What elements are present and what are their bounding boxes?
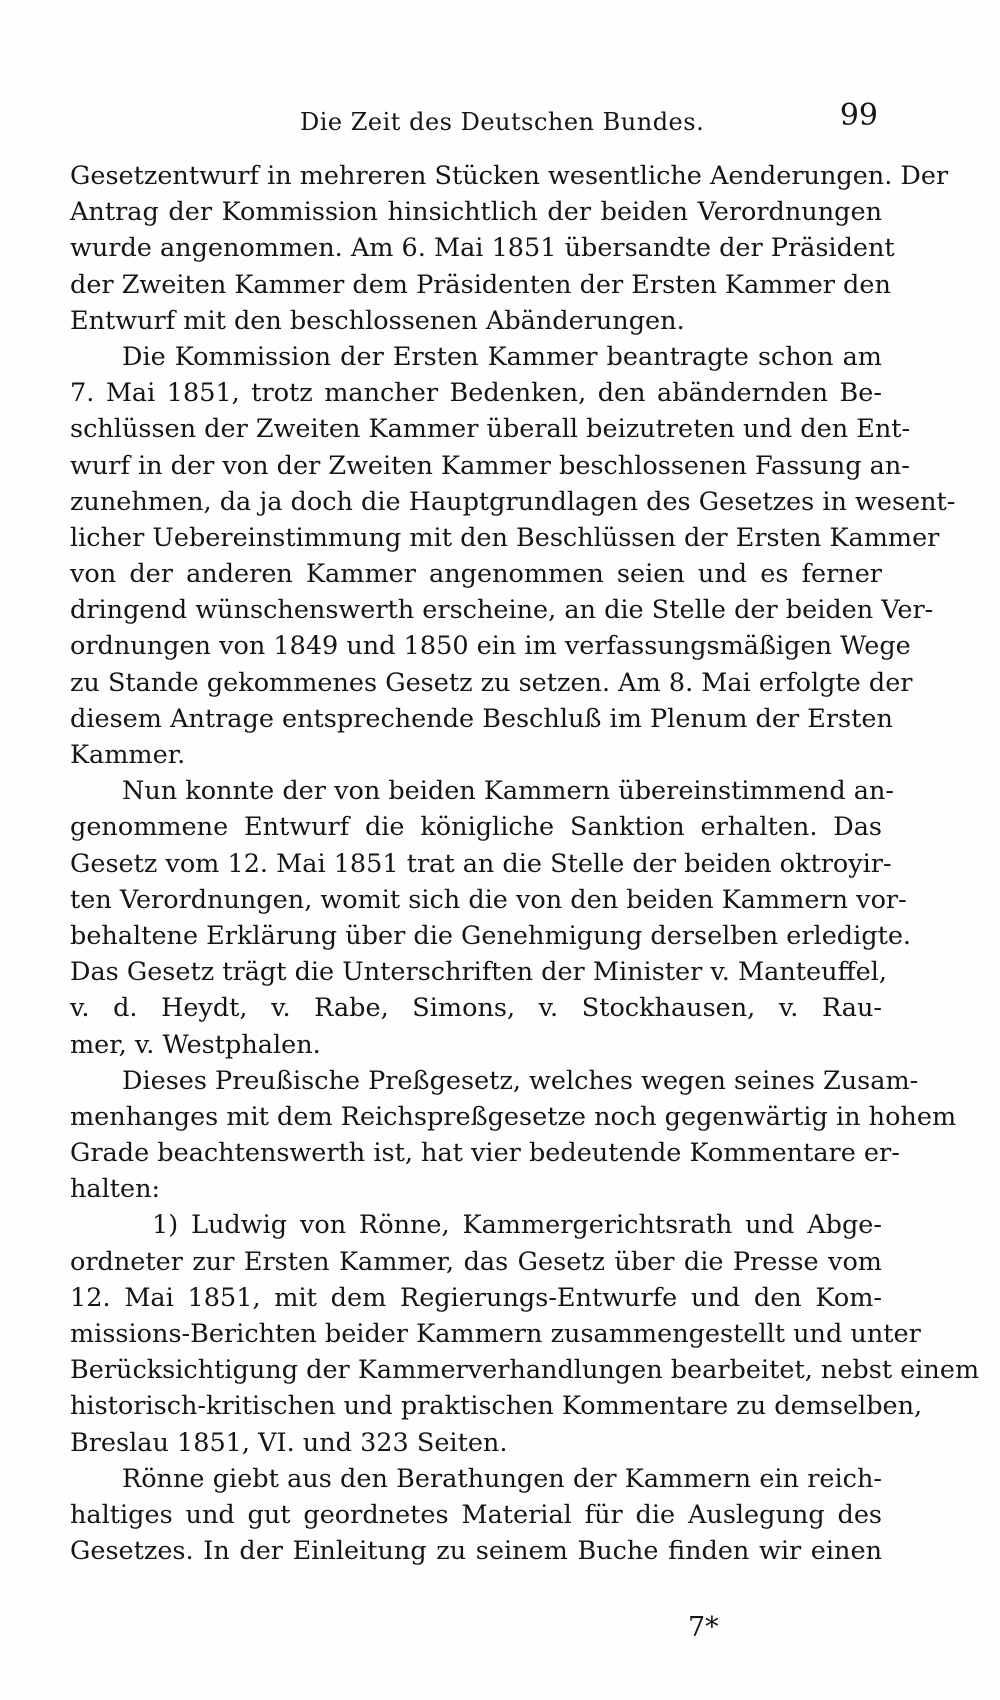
text-line: zu Stande gekommenes Gesetz zu setzen. Am 8. Mai erfolgte der <box>70 667 913 698</box>
text-line: genommene Entwurf die königliche Sanktion erhalten. Das <box>70 812 882 843</box>
text-line: Kammer. <box>70 740 186 770</box>
text-line: Gesetzentwurf in mehreren Stücken wesentliche Aenderungen. Der <box>70 161 949 191</box>
text-line: 12. Mai 1851, mit dem Regierungs-Entwurfe und den Kom- <box>70 1282 882 1313</box>
text-line: von der anderen Kammer angenommen seien und es ferner <box>70 559 882 590</box>
text-line: historisch-kritischen und praktischen Kommentare zu demselben, <box>70 1391 923 1422</box>
text-line: behaltene Erklärung über die Genehmigung derselben erledigte. <box>70 920 912 951</box>
text-line: Antrag der Kommission hinsichtlich der beiden Verordnungen <box>70 197 882 228</box>
text-line: halten: <box>70 1174 161 1205</box>
text-line: mer, v. Westphalen. <box>70 1029 321 1060</box>
page-number: 99 <box>839 98 878 133</box>
text-line: ten Verordnungen, womit sich die von den beiden Kammern vor- <box>70 884 907 915</box>
text-line: Gesetz vom 12. Mai 1851 trat an die Stelle der beiden oktroyir- <box>70 848 892 879</box>
text-line: wurde angenommen. Am 6. Mai 1851 übersandte der Präsident <box>70 233 895 264</box>
body-text <box>70 158 980 1569</box>
text-line: Die Kommission der Ersten Kammer beantragte schon am <box>122 341 882 372</box>
text-line: Dieses Preußische Preßgesetz, welches wegen seines Zusam- <box>122 1065 919 1096</box>
text-line: haltiges und gut geordnetes Material für die Auslegung des <box>70 1499 882 1530</box>
text-line: menhanges mit dem Reichspreßgesetze noch gegenwärtig in hohem <box>70 1101 957 1132</box>
text-line: Entwurf mit den beschlossenen Abänderungen. <box>70 305 685 336</box>
text-line: Berücksichtigung der Kammerverhandlungen bearbeitet, nebst einem <box>70 1355 980 1386</box>
text-line: v. d. Heydt, v. Rabe, Simons, v. Stockhausen, v. Rau- <box>70 993 882 1024</box>
text-line: Das Gesetz trägt die Unterschriften der Minister v. Manteuffel, <box>70 957 887 988</box>
text-line: 1) Ludwig von Rönne, Kammergerichtsrath und Abge- <box>152 1210 882 1241</box>
text-line: licher Uebereinstimmung mit den Beschlüssen der Ersten Kammer <box>70 522 940 553</box>
running-head: Die Zeit des Deutschen Bundes. <box>300 108 705 136</box>
text-line: ordnungen von 1849 und 1850 ein im verfassungsmäßigen Wege <box>70 631 911 662</box>
text-line: der Zweiten Kammer dem Präsidenten der Ersten Kammer den <box>70 269 891 300</box>
signature-mark: 7* <box>688 1612 719 1643</box>
text-line: dringend wünschenswerth erscheine, an die Stelle der beiden Ver- <box>70 595 934 626</box>
text-line: Breslau 1851, VI. und 323 Seiten. <box>70 1427 508 1458</box>
text-line: Gesetzes. In der Einleitung zu seinem Buche finden wir einen <box>70 1536 882 1567</box>
text-line: wurf in der von der Zweiten Kammer beschlossenen Fassung an- <box>70 450 910 481</box>
text-line: missions-Berichten beider Kammern zusammengestellt und unter <box>70 1319 921 1349</box>
text-line: Grade beachtenswerth ist, hat vier bedeutende Kommentare er- <box>70 1138 900 1169</box>
text-line: zunehmen, da ja doch die Hauptgrundlagen des Gesetzes in wesent- <box>70 486 956 517</box>
text-line: Nun konnte der von beiden Kammern übereinstimmend an- <box>122 776 895 807</box>
text-line: diesem Antrage entsprechende Beschluß im Plenum der Ersten <box>70 703 893 734</box>
text-line: ordneter zur Ersten Kammer, das Gesetz über die Presse vom <box>70 1246 882 1277</box>
text-line: schlüssen der Zweiten Kammer überall beizutreten und den Ent- <box>70 414 911 445</box>
text-line: Rönne giebt aus den Berathungen der Kammern ein reich- <box>122 1463 882 1494</box>
text-line: 7. Mai 1851, trotz mancher Bedenken, den abändernden Be- <box>70 378 882 409</box>
